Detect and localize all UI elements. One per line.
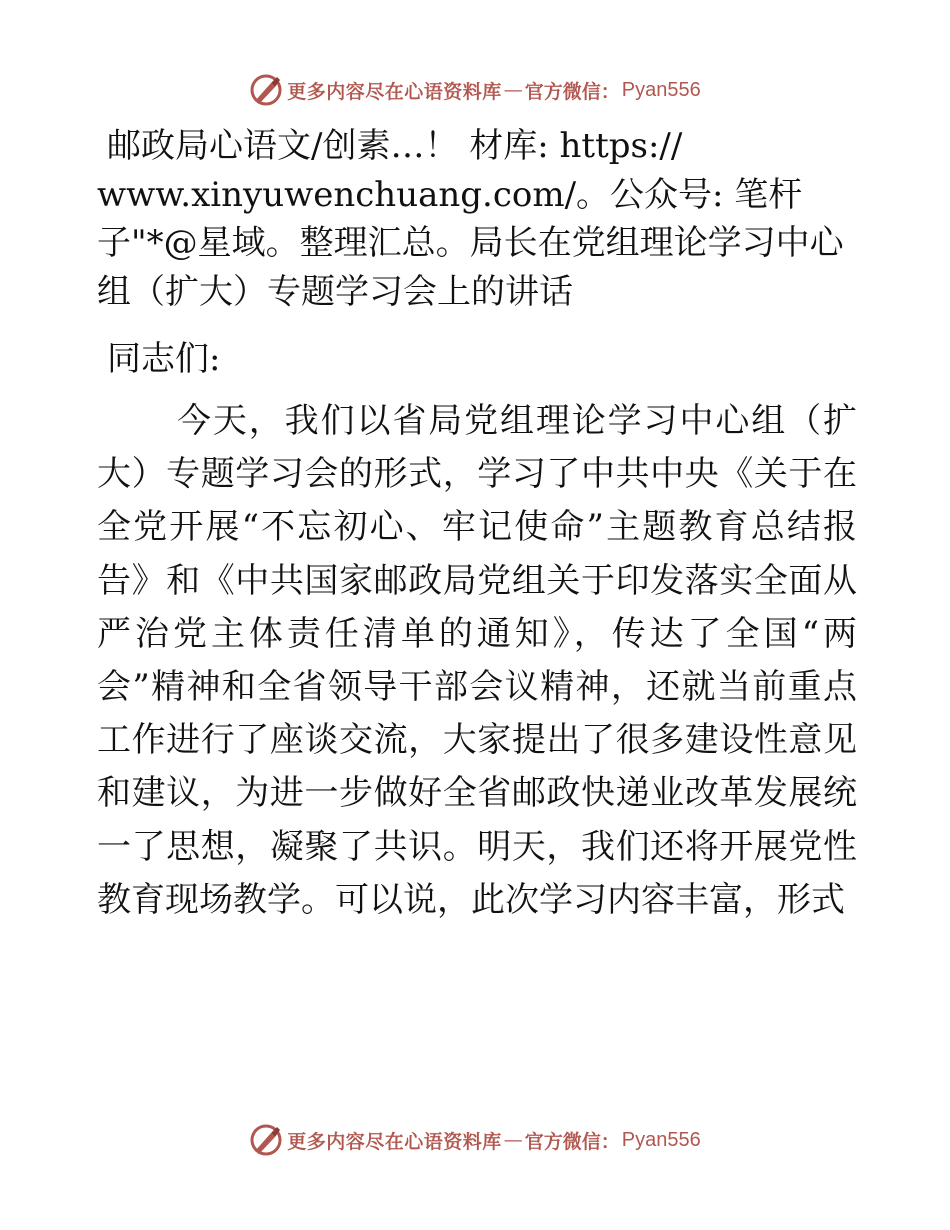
greeting: 同志们: [107,339,221,379]
watermark-dash: — [503,1129,523,1151]
watermark-wechat-label: 官方微信： [524,1130,620,1153]
watermark-text: 更多内容尽在心语资料库 [287,1130,502,1153]
watermark-banner-bottom [0,1120,950,1160]
body-paragraph: 今天，我们以省局党组理论学习中心组（扩大）专题学习会的形式，学习了中共中央《关于在全党开展“不忘初心、牢记使命”主题教育总结报告》和《中共国家邮政局党组关于印发落实全面从严治党主体责任清单的通知》，传达了全国“两会”精神和全省领导干部会议精神，还就当前重点工作进行了座谈交流，大家提出了很多建设性意见和建议，为进一步做好全省邮政快递业改革发展统一了思想，凝聚了共识。明天，我们还将开展党性教育现场教学。可以说，此次学习内容丰富，形式 [97,401,857,920]
document-body [97,122,857,927]
watermark-text: 更多内容尽在心语资料库 [287,80,502,103]
document-header-rest: www.xinyuwenchuang.com/。公众号: 笔杆子"*@星域。整理汇总。局长在党组理论学习中心组（扩大）专题学习会上的讲话 [97,174,844,312]
document-header-line1: 邮政局心语文/创素…！ 材库: https:// [107,126,683,166]
watermark-dash: — [503,79,523,101]
watermark-wechat-id: Pyan556 [621,78,701,101]
pen-logo-icon [249,73,283,107]
watermark-wechat-label: 官方微信： [524,80,620,103]
watermark-wechat-id: Pyan556 [621,1128,701,1151]
watermark-banner-top [0,70,950,110]
pen-logo-icon [249,1123,283,1157]
